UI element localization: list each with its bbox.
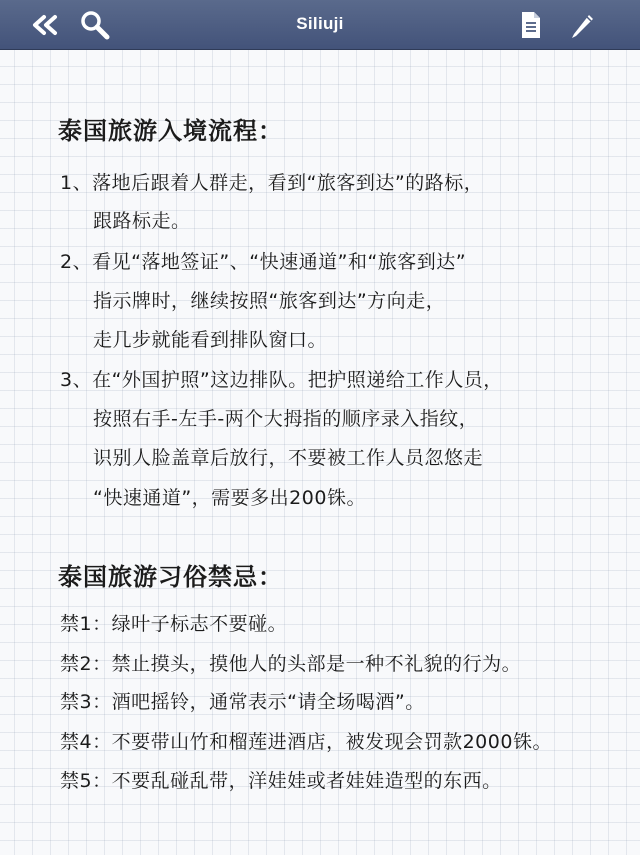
taboo-line: 禁4：不要带山竹和榴莲进酒店，被发现会罚款2000铢。 — [60, 731, 552, 753]
section-heading-entry: 泰国旅游入境流程： — [58, 117, 283, 145]
pencil-icon[interactable] — [566, 8, 600, 42]
taboo-line: 禁1：绿叶子标志不要碰。 — [60, 613, 288, 635]
entry-step-line: 识别人脸盖章后放行，不要被工作人员忽悠走 — [93, 447, 484, 469]
entry-step-line: 指示牌时，继续按照“旅客到达”方向走， — [93, 290, 446, 312]
document-icon[interactable] — [514, 8, 548, 42]
entry-step-line: 跟路标走。 — [93, 210, 191, 232]
notebook-page[interactable] — [0, 50, 640, 855]
entry-step-line: 3、在“外国护照”这边排队。把护照递给工作人员， — [60, 369, 503, 391]
entry-step-line: 按照右手-左手-两个大拇指的顺序录入指纹， — [93, 408, 479, 430]
app-title: Siliuji — [296, 14, 344, 33]
taboo-line: 禁3：酒吧摇铃，通常表示“请全场喝酒”。 — [60, 691, 425, 713]
taboo-line: 禁5：不要乱碰乱带，洋娃娃或者娃娃造型的东西。 — [60, 770, 502, 792]
entry-step-line: 1、落地后跟着人群走，看到“旅客到达”的路标， — [60, 172, 484, 194]
entry-step-line: 走几步就能看到排队窗口。 — [93, 329, 328, 351]
entry-step-line: “快速通道”，需要多出200铢。 — [93, 487, 366, 509]
toolbar — [0, 0, 640, 50]
section-heading-taboos: 泰国旅游习俗禁忌： — [58, 563, 283, 591]
entry-step-line: 2、看见“落地签证”、“快速通道”和“旅客到达” — [60, 251, 467, 273]
taboo-line: 禁2：禁止摸头，摸他人的头部是一种不礼貌的行为。 — [60, 653, 522, 675]
